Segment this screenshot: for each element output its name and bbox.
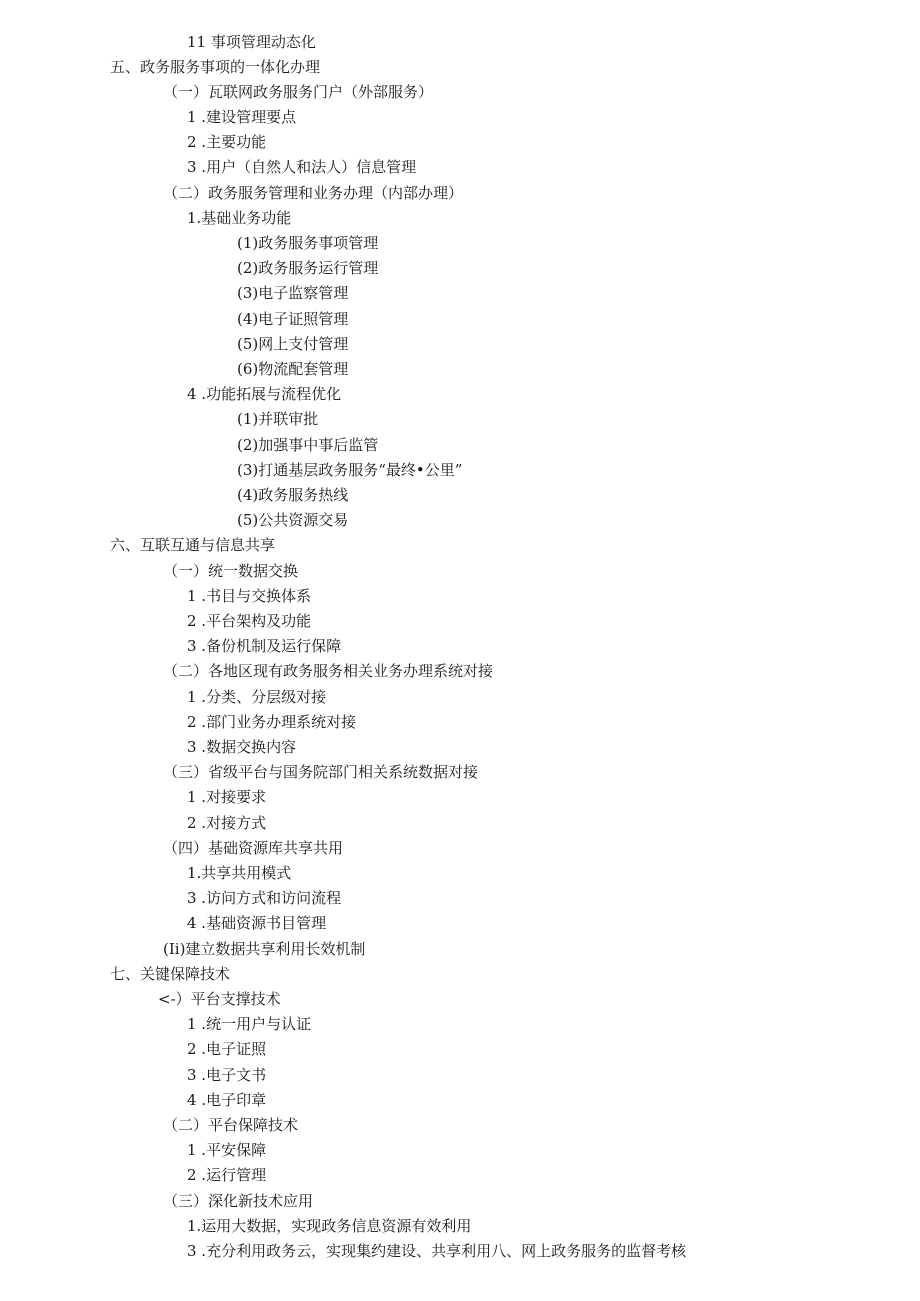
subsection-heading: （三）省级平台与国务院部门相关系统数据对接	[163, 763, 479, 781]
outline-line: 3 .访问方式和访问流程	[187, 889, 342, 907]
outline-line: 3 .备份机制及运行保障	[187, 637, 342, 655]
outline-line: 2 .电子证照	[187, 1040, 267, 1058]
outline-subitem: (3)打通基层政务服务“最终•公里”	[237, 461, 463, 479]
subsection-heading: （二）政务服务管理和业务办理（内部办理）	[163, 184, 464, 202]
outline-line: 2 .部门业务办理系统对接	[187, 713, 357, 731]
section-heading: 五、政务服务事项的一体化办理	[110, 58, 321, 76]
outline-subitem: (1)政务服务事项管理	[237, 234, 379, 252]
outline-line: 2 .平台架构及功能	[187, 612, 312, 630]
outline-line: 1 .平安保障	[187, 1141, 267, 1159]
outline-line: 3 .数据交换内容	[187, 738, 297, 756]
outline-subitem: (2)政务服务运行管理	[237, 259, 379, 277]
outline-line: 1.运用大数据，实现政务信息资源有效利用	[187, 1217, 472, 1235]
section-heading: 六、互联互通与信息共享	[110, 536, 276, 554]
outline-subitem: (4)政务服务热线	[237, 486, 349, 504]
outline-line: 2 .主要功能	[187, 133, 267, 151]
subsection-heading: （三）深化新技术应用	[163, 1192, 314, 1210]
outline-line: 3 .充分利用政务云，实现集约建设、共享利用八、网上政务服务的监督考核	[187, 1242, 687, 1260]
outline-line: 4 .基础资源书目管理	[187, 914, 327, 932]
outline-line: 1 .对接要求	[187, 788, 267, 806]
outline-line: 1.共享共用模式	[187, 864, 292, 882]
outline-line: 1.基础业务功能	[187, 209, 292, 227]
outline-subitem: (5)公共资源交易	[237, 511, 349, 529]
outline-line: 4 .功能拓展与流程优化	[187, 385, 342, 403]
subsection-heading: （二）平台保障技术	[163, 1116, 299, 1134]
subsection-heading: （一）统一数据交换	[163, 562, 299, 580]
outline-line: 1 .分类、分层级对接	[187, 688, 327, 706]
outline-line: 2 .对接方式	[187, 814, 267, 832]
outline-line: 1 .统一用户与认证	[187, 1015, 312, 1033]
outline-line: 2 .运行管理	[187, 1166, 267, 1184]
subsection-heading: （二）各地区现有政务服务相关业务办理系统对接	[163, 662, 494, 680]
subsection-heading: （四）基础资源库共享共用	[163, 839, 344, 857]
outline-subitem: (1)并联审批	[237, 410, 319, 428]
section-heading: 七、关键保障技术	[110, 965, 231, 983]
outline-subitem: (4)电子证照管理	[237, 310, 349, 328]
outline-line: 4 .电子印章	[187, 1091, 267, 1109]
subsection-heading: <-）平台支撑技术	[158, 990, 281, 1008]
outline-subitem: (5)网上支付管理	[237, 335, 349, 353]
outline-line: 11 事项管理动态化	[187, 33, 316, 51]
outline-subitem: (3)电子监察管理	[237, 284, 349, 302]
outline-line: 3 .用户（自然人和法人）信息管理	[187, 158, 417, 176]
outline-line: 1 .书目与交换体系	[187, 587, 312, 605]
subsection-heading: (Ii)建立数据共享利用长效机制	[163, 940, 366, 958]
outline-line: 3 .电子文书	[187, 1066, 267, 1084]
outline-subitem: (6)物流配套管理	[237, 360, 349, 378]
outline-line: 1 .建设管理要点	[187, 108, 297, 126]
outline-subitem: (2)加强事中事后监管	[237, 436, 379, 454]
subsection-heading: （一）瓦联网政务服务门户（外部服务）	[163, 83, 434, 101]
